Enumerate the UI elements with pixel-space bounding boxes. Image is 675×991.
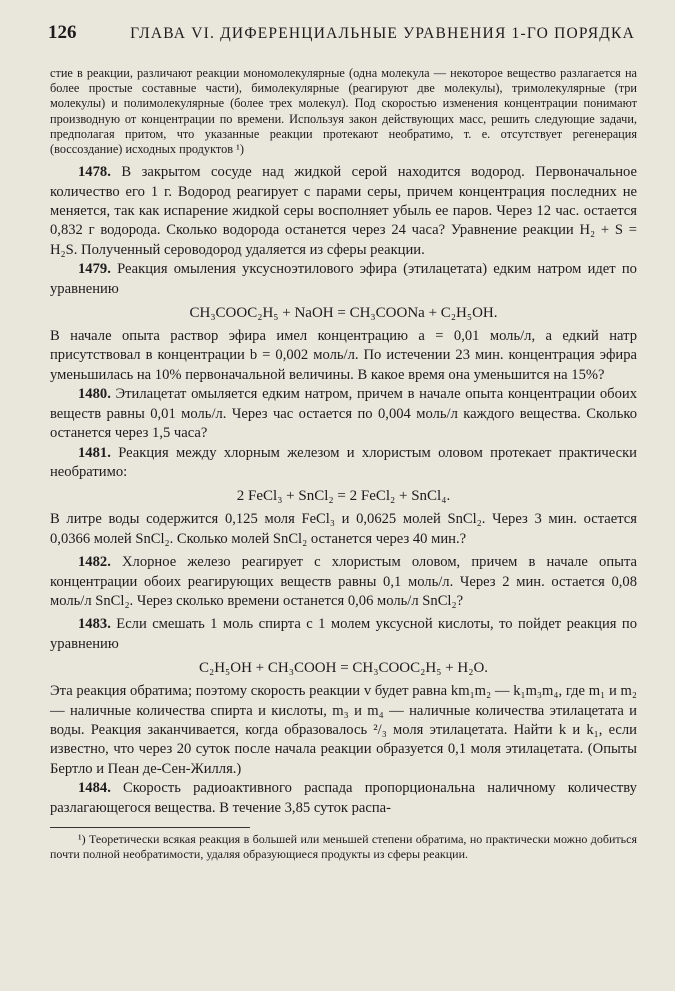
problem-text: В закрытом сосуде над жидкой серой находится водород. Первоначальное количество его 1 г. Водород реагирует с парами серы, причем концентрация последних не меняется, так как испарение жидкой серы восполняет убыль ее паров. Через 12 час. остается 0,832 г водорода. Сколько водорода останется через 24 часа? Уравнение реакции H₂ + S = H₂S. Полученный сероводород удаляется из сферы реакции.	[50, 164, 637, 258]
problem-text-continued: Эта реакция обратима; поэтому скорость реакции v будет равна km₁m₂ — k₁m₃m₄, где m₁ и m₂ — наличные количества спирта и кислоты, m₃ и m₄ — наличные количества этилацетата и воды. Реакция заканчивается, когда образовалось ²/₃ моля этилацетата. Найти k и k₁, если известно, что через 20 суток после начала реакции образуется 0,1 моля этилацетата. (Опыты Бертло и Пеан де-Сен-Жилля.)	[50, 683, 637, 777]
problem-number: 1479.	[78, 261, 111, 278]
problem-1483	[50, 615, 637, 654]
equation: 2 FeCl₃ + SnCl₂ = 2 FeCl₂ + SnCl₄.	[236, 488, 451, 505]
problem-number: 1478.	[78, 164, 111, 181]
page-header	[48, 22, 635, 52]
equation: C₂H₅OH + CH₃COOH = CH₃COOC₂H₅ + H₂O.	[198, 660, 489, 677]
problem-text: Реакция между хлорным железом и хлористым оловом протекает практически необратимо:	[50, 444, 637, 480]
footnote: ¹) Теоретически всякая реакция в большей или меньшей степени обратима, но практически можно добиться почти полной необратимости, удаляя образующиеся продукты из сферы реакции.	[50, 832, 637, 861]
problem-number: 1483.	[78, 616, 111, 633]
problem-text: Если смешать 1 моль спирта с 1 молем уксусной кислоты, то пойдет реакция по уравнению	[50, 616, 637, 652]
page-body	[50, 66, 637, 862]
problem-1479	[50, 260, 637, 299]
running-title: ГЛАВА VI. ДИФЕРЕНЦИАЛЬНЫЕ УРАВНЕНИЯ 1-ГО ПОРЯДКА	[130, 25, 635, 42]
problem-number: 1480.	[78, 386, 111, 403]
equation: CH₃COOC₂H₅ + NaOH = CH₃COONa + C₂H₅OH.	[189, 305, 498, 322]
intro-paragraph: стие в реакции, различают реакции мономолекулярные (одна молекула — некоторое вещество разлагается на более простые составные части), бимолекулярные (реагируют две молекулы), тримолекулярные (три молекулы) и полимолекулярные (более трех молекул). Под скоростью изменения концентрации понимают производную от концентрации по времени. Используя закон действующих масс, решить следующие задачи, предполагая притом, что указанные реакции протекают необратимо, т. е. отсутствует регенерация (воссоздание) исходных продуктов ¹)	[50, 66, 637, 157]
page-number: 126	[48, 22, 77, 43]
problem-number: 1481.	[78, 444, 111, 461]
problem-text: Скорость радиоактивного распада пропорциональна наличному количеству разлагающегося вещества. В течение 3,85 суток распа-	[50, 780, 637, 816]
problem-1478	[50, 163, 637, 260]
problem-number: 1482.	[78, 554, 111, 571]
problem-1484	[50, 779, 637, 818]
problem-text: Реакция омыления уксусноэтилового эфира (этилацетата) едким натром идет по уравнению	[50, 261, 637, 297]
problem-text: Этилацетат омыляется едким натром, причем в начале опыта концентрации обоих веществ равны 0,01 моль/л. Через час остается по 0,004 моль/л каждого вещества. Сколько останется через 1,5 часа?	[50, 386, 637, 442]
problem-1481	[50, 444, 637, 483]
problem-text-continued: В начале опыта раствор эфира имел концентрацию a = 0,01 моль/л, а едкий натр присутствовал в концентрации b = 0,002 моль/л. По истечении 23 мин. концентрация эфира уменьшилась на 10% первоначальной величины. В какое время она уменьшится на 15%?	[50, 328, 637, 383]
problem-text: Хлорное железо реагирует с хлористым оловом, причем в начале опыта концентрации обоих реагирующих веществ равны 0,1 моль/л. Через 2 мин. остается 0,08 моль/л SnCl₂. Через сколько времени останется 0,06 моль/л SnCl₂?	[50, 554, 637, 609]
footnote-separator	[50, 827, 250, 828]
problem-text-continued: В литре воды содержится 0,125 моля FeCl₃ и 0,0625 молей SnCl₂. Через 3 мин. остается 0,0366 молей SnCl₂. Сколько молей SnCl₂ останется через 40 мин.?	[50, 511, 637, 547]
problem-number: 1484.	[78, 780, 111, 797]
problem-1482	[50, 553, 637, 611]
problem-1480	[50, 385, 637, 443]
